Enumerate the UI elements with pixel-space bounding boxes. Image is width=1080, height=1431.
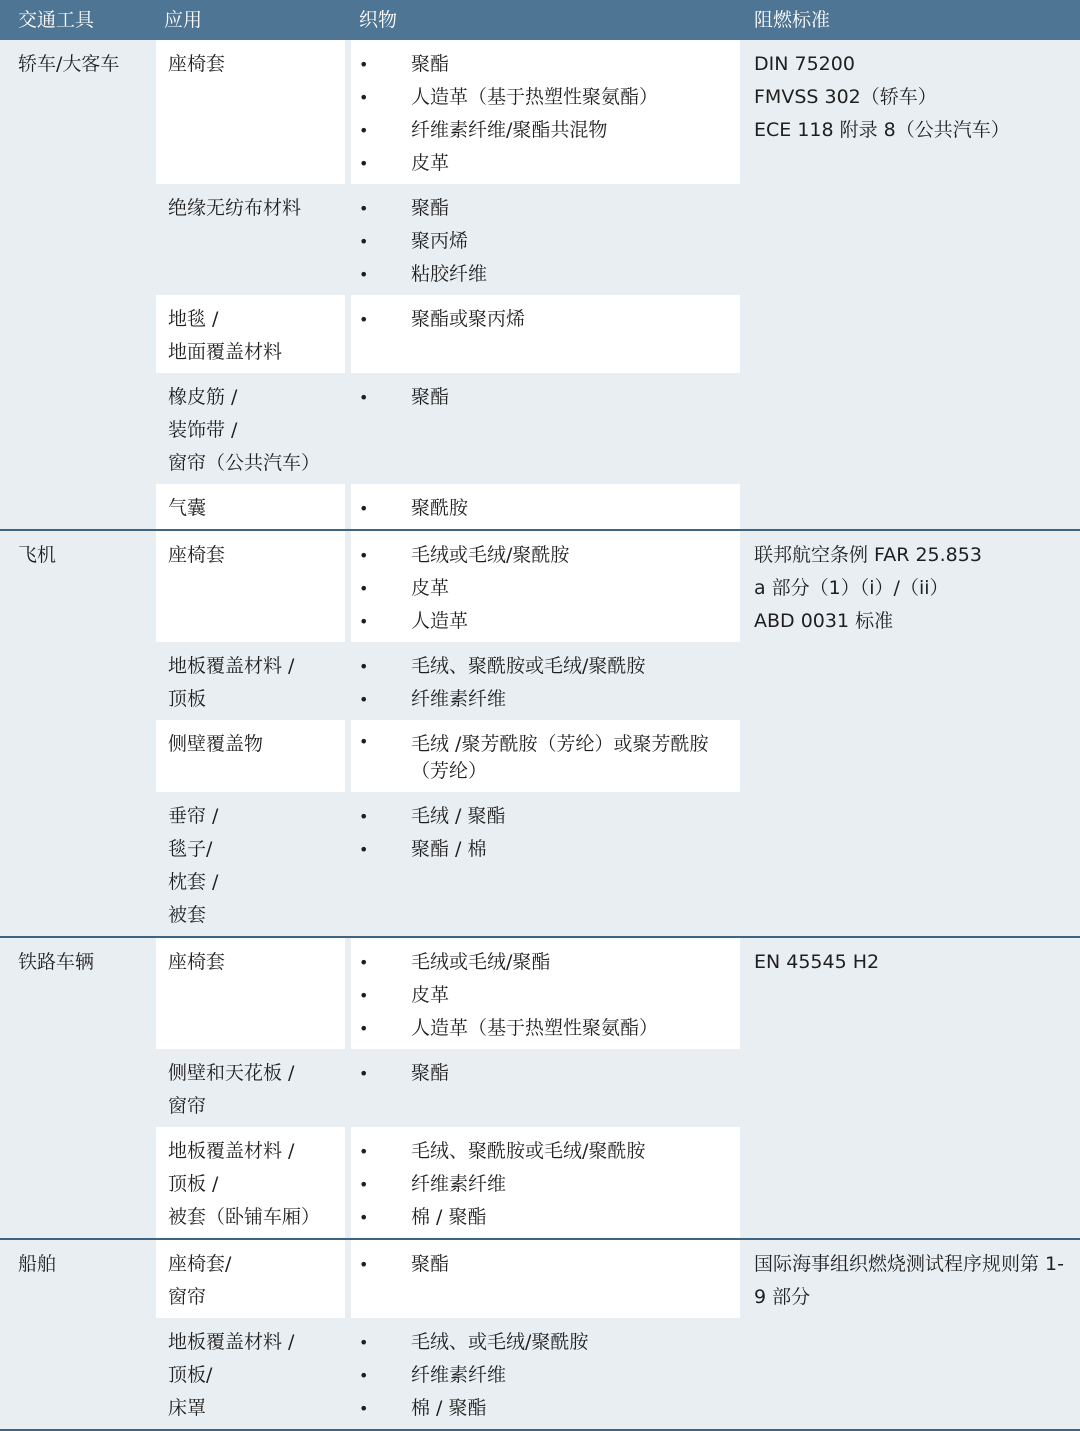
application-line: 顶板/ bbox=[168, 1364, 213, 1386]
application-cell bbox=[150, 1127, 345, 1238]
fabric-text: 毛绒或毛绒/聚酯 bbox=[411, 951, 551, 973]
application-cell bbox=[150, 184, 345, 295]
application-line: 被套 bbox=[168, 904, 207, 926]
standard-line: ECE 118 附录 8（公共汽车） bbox=[754, 119, 1010, 141]
bullet-icon: • bbox=[359, 154, 369, 173]
application-cell bbox=[150, 792, 345, 936]
application-line: 垂帘 / bbox=[168, 805, 219, 827]
application-cell bbox=[150, 720, 345, 792]
fabric-text: 聚酯 bbox=[411, 1253, 450, 1275]
fabric-text: 纤维素纤维 bbox=[411, 1173, 507, 1195]
fabric-text: 棉 / 聚酯 bbox=[411, 1397, 487, 1419]
application-line: 座椅套 bbox=[168, 53, 226, 75]
fabric-item bbox=[351, 1392, 730, 1425]
application-line: 地板覆盖材料 / bbox=[168, 655, 295, 677]
fabric-text: 聚酯 / 棉 bbox=[411, 838, 487, 860]
fabric-text: 聚酰胺 bbox=[411, 497, 469, 519]
fabric-item bbox=[351, 1012, 730, 1045]
vehicle-name: 飞机 bbox=[18, 544, 57, 566]
standard-cell bbox=[740, 1240, 1080, 1429]
fabric-item bbox=[351, 225, 730, 258]
fabric-text: 毛绒 / 聚酯 bbox=[411, 805, 506, 827]
fabric-cell bbox=[345, 1240, 740, 1318]
fabric-text: 皮革 bbox=[411, 577, 450, 599]
application-line: 侧壁覆盖物 bbox=[168, 733, 264, 755]
fabric-cell bbox=[345, 295, 740, 373]
application-cell bbox=[150, 531, 345, 642]
bullet-icon: • bbox=[359, 310, 369, 329]
application-line: 地毯 / bbox=[168, 308, 219, 330]
fabric-text: 粘胶纤维 bbox=[411, 263, 488, 285]
fabric-text: 纤维素纤维 bbox=[411, 688, 507, 710]
bullet-icon: • bbox=[359, 732, 369, 751]
application-cell bbox=[150, 295, 345, 373]
application-line: 座椅套/ bbox=[168, 1253, 232, 1275]
application-cell bbox=[150, 373, 345, 484]
bullet-icon: • bbox=[359, 986, 369, 1005]
vehicle-cell bbox=[0, 1240, 150, 1429]
bullet-icon: • bbox=[359, 1333, 369, 1352]
fabric-item bbox=[351, 605, 730, 638]
fabric-item bbox=[351, 192, 730, 225]
application-line: 地板覆盖材料 / bbox=[168, 1331, 295, 1353]
application-line: 被套（卧铺车厢） bbox=[168, 1206, 321, 1228]
header-standard: 阻燃标准 bbox=[740, 0, 1080, 40]
application-line: 毯子/ bbox=[168, 838, 213, 860]
fabric-item bbox=[351, 572, 730, 605]
bullet-icon: • bbox=[359, 1399, 369, 1418]
bullet-icon: • bbox=[359, 199, 369, 218]
bullet-icon: • bbox=[359, 121, 369, 140]
bullet-icon: • bbox=[359, 1142, 369, 1161]
fabric-cell bbox=[345, 40, 740, 184]
bullet-icon: • bbox=[359, 612, 369, 631]
bullet-icon: • bbox=[359, 55, 369, 74]
application-line: 气囊 bbox=[168, 497, 207, 519]
standard-line: DIN 75200 bbox=[754, 53, 855, 75]
fabric-text: 聚酯 bbox=[411, 386, 450, 408]
bullet-icon: • bbox=[359, 1019, 369, 1038]
application-cell bbox=[150, 40, 345, 184]
standard-line: 国际海事组织燃烧测试程序规则第 1-9 部分 bbox=[754, 1253, 1064, 1308]
bullet-icon: • bbox=[359, 657, 369, 676]
bullet-icon: • bbox=[359, 499, 369, 518]
bullet-icon: • bbox=[359, 265, 369, 284]
fabric-item bbox=[351, 1201, 730, 1234]
fabric-cell bbox=[345, 792, 740, 936]
application-line: 侧壁和天花板 / bbox=[168, 1062, 295, 1084]
application-line: 窗帘 bbox=[168, 1286, 207, 1308]
bullet-icon: • bbox=[359, 807, 369, 826]
fabric-cell bbox=[345, 1318, 740, 1429]
fabric-item bbox=[351, 147, 730, 180]
bullet-icon: • bbox=[359, 579, 369, 598]
fabric-item bbox=[351, 833, 730, 866]
application-line: 顶板 / bbox=[168, 1173, 219, 1195]
fabric-cell bbox=[345, 1127, 740, 1238]
application-line: 座椅套 bbox=[168, 544, 226, 566]
standard-line: 联邦航空条例 FAR 25.853 bbox=[754, 544, 982, 566]
bullet-icon: • bbox=[359, 88, 369, 107]
vehicle-cell bbox=[0, 40, 150, 529]
fabric-text: 纤维素纤维/聚酯共混物 bbox=[411, 119, 608, 141]
application-line: 装饰带 / bbox=[168, 419, 238, 441]
application-line: 顶板 bbox=[168, 688, 207, 710]
fabric-item bbox=[351, 48, 730, 81]
application-line: 座椅套 bbox=[168, 951, 226, 973]
standard-line: FMVSS 302（轿车） bbox=[754, 86, 937, 108]
fabric-text: 聚丙烯 bbox=[411, 230, 469, 252]
fabric-text: 聚酯或聚丙烯 bbox=[411, 308, 526, 330]
fabric-item bbox=[351, 650, 730, 683]
standard-line: ABD 0031 标准 bbox=[754, 610, 894, 632]
application-cell bbox=[150, 938, 345, 1049]
fabric-text: 聚酯 bbox=[411, 53, 450, 75]
fabric-text: 人造革（基于热塑性聚氨酯） bbox=[411, 1017, 659, 1039]
vehicle-name: 船舶 bbox=[18, 1253, 57, 1275]
standard-cell bbox=[740, 40, 1080, 529]
fabric-cell bbox=[345, 373, 740, 484]
application-line: 窗帘 bbox=[168, 1095, 207, 1117]
fabric-cell bbox=[345, 1049, 740, 1127]
fabric-item bbox=[351, 114, 730, 147]
application-line: 枕套 / bbox=[168, 871, 219, 893]
application-line: 床罩 bbox=[168, 1397, 207, 1419]
header-vehicle: 交通工具 bbox=[0, 0, 150, 40]
fabric-item bbox=[351, 381, 730, 414]
bullet-icon: • bbox=[359, 388, 369, 407]
standard-cell bbox=[740, 938, 1080, 1238]
fabric-item bbox=[351, 81, 730, 114]
application-line: 地面覆盖材料 bbox=[168, 341, 283, 363]
application-cell bbox=[150, 1240, 345, 1318]
application-cell bbox=[150, 484, 345, 529]
application-line: 绝缘无纺布材料 bbox=[168, 197, 302, 219]
header-fabric: 织物 bbox=[345, 0, 740, 40]
fabric-text: 人造革 bbox=[411, 610, 469, 632]
fabric-item bbox=[351, 1168, 730, 1201]
header-application: 应用 bbox=[150, 0, 345, 40]
fabric-text: 毛绒、或毛绒/聚酰胺 bbox=[411, 1331, 589, 1353]
fabric-cell bbox=[345, 531, 740, 642]
standard-cell bbox=[740, 531, 1080, 936]
bullet-icon: • bbox=[359, 1255, 369, 1274]
bullet-icon: • bbox=[359, 1175, 369, 1194]
fabric-item bbox=[351, 492, 730, 525]
application-cell bbox=[150, 642, 345, 720]
fabric-text: 聚酯 bbox=[411, 1062, 450, 1084]
bullet-icon: • bbox=[359, 1064, 369, 1083]
fabric-item bbox=[351, 1326, 730, 1359]
fabric-item bbox=[351, 1057, 730, 1090]
fabric-item bbox=[351, 1135, 730, 1168]
standard-line: EN 45545 H2 bbox=[754, 951, 880, 973]
application-cell bbox=[150, 1049, 345, 1127]
bullet-icon: • bbox=[359, 232, 369, 251]
standard-line: a 部分（1）（i）/（ii） bbox=[754, 577, 949, 599]
fabric-text: 纤维素纤维 bbox=[411, 1364, 507, 1386]
fabric-item bbox=[351, 800, 730, 833]
fabric-text: 毛绒或毛绒/聚酰胺 bbox=[411, 544, 570, 566]
vehicle-name: 铁路车辆 bbox=[18, 951, 95, 973]
fabric-text: 毛绒 /聚芳酰胺（芳纶）或聚芳酰胺（芳纶） bbox=[411, 733, 709, 782]
bullet-icon: • bbox=[359, 1366, 369, 1385]
fabric-item bbox=[351, 979, 730, 1012]
bullet-icon: • bbox=[359, 1208, 369, 1227]
fabric-item bbox=[351, 258, 730, 291]
fabric-text: 棉 / 聚酯 bbox=[411, 1206, 487, 1228]
fabric-cell bbox=[345, 720, 740, 792]
fabric-text: 毛绒、聚酰胺或毛绒/聚酰胺 bbox=[411, 655, 646, 677]
fabric-text: 人造革（基于热塑性聚氨酯） bbox=[411, 86, 659, 108]
fabric-text: 毛绒、聚酰胺或毛绒/聚酰胺 bbox=[411, 1140, 646, 1162]
application-line: 地板覆盖材料 / bbox=[168, 1140, 295, 1162]
fabric-cell bbox=[345, 184, 740, 295]
fabric-text: 皮革 bbox=[411, 984, 450, 1006]
fabric-item bbox=[351, 1248, 730, 1281]
application-line: 橡皮筋 / bbox=[168, 386, 238, 408]
application-cell bbox=[150, 1318, 345, 1429]
bullet-icon: • bbox=[359, 953, 369, 972]
vehicle-cell bbox=[0, 938, 150, 1238]
fabric-cell bbox=[345, 484, 740, 529]
bullet-icon: • bbox=[359, 840, 369, 859]
fabric-item bbox=[351, 728, 730, 788]
fabric-cell bbox=[345, 642, 740, 720]
vehicle-cell bbox=[0, 531, 150, 936]
fabric-item bbox=[351, 683, 730, 716]
fabric-cell bbox=[345, 938, 740, 1049]
fabric-item bbox=[351, 1359, 730, 1392]
vehicle-name: 轿车/大客车 bbox=[18, 53, 120, 75]
fabric-item bbox=[351, 303, 730, 336]
fabric-text: 聚酯 bbox=[411, 197, 450, 219]
fabric-item bbox=[351, 946, 730, 979]
fabric-text: 皮革 bbox=[411, 152, 450, 174]
bullet-icon: • bbox=[359, 546, 369, 565]
application-line: 窗帘（公共汽车） bbox=[168, 452, 321, 474]
bullet-icon: • bbox=[359, 690, 369, 709]
fabric-item bbox=[351, 539, 730, 572]
